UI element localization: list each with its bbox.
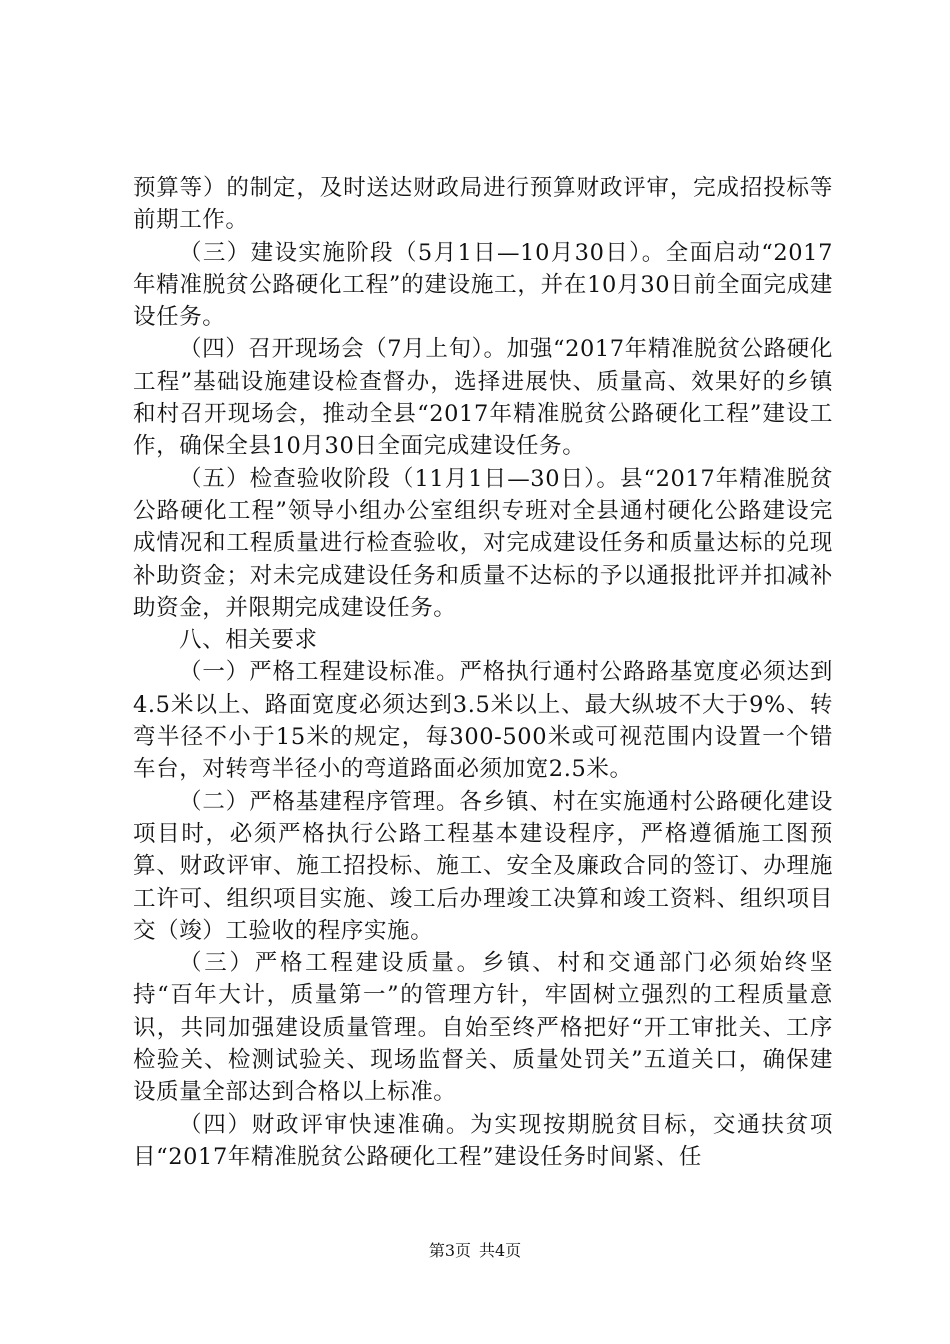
paragraph-requirement-four: （四）财政评审快速准确。为实现按期脱贫目标，交通扶贫项目“2017年精准脱贫公路硬化工程”建设任务时间紧、任 (133, 1111, 833, 1170)
paragraph-requirement-three: （三）严格工程建设质量。乡镇、村和交通部门必须始终坚持“百年大计，质量第一”的管理方针，牢固树立强烈的工程质量意识，共同加强建设质量管理。自始至终严格把好“开工审批关、工序检验关、检测试验关、现场监督关、质量处罚关”五道关口，确保建设质量全部达到合格以上标准。 (133, 950, 833, 1106)
paragraph-continuation: 预算等）的制定，及时送达财政局进行预算财政评审，完成招投标等前期工作。 (133, 175, 833, 234)
paragraph-stage-five: （五）检查验收阶段（11月1日—30日）。县“2017年精准脱贫公路硬化工程”领导小组办公室组织专班对全县通村硬化公路建设完成情况和工程质量进行检查验收，对完成建设任务和质量达标的兑现补助资金；对未完成建设任务和质量不达标的予以通报批评并扣减补助资金，并限期完成建设任务。 (133, 465, 833, 621)
document-body (133, 172, 833, 1173)
page-footer (0, 1240, 950, 1262)
paragraph-requirement-one: （一）严格工程建设标准。严格执行通村公路路基宽度必须达到4.5米以上、路面宽度必须达到3.5米以上、最大纵坡不大于9%、转弯半径不小于15米的规定，每300-500米或可视范围内设置一个错车台，对转弯半径小的弯道路面必须加宽2.5米。 (133, 659, 833, 783)
page-number: 第3页 (428, 1241, 471, 1260)
paragraph-stage-four: （四）召开现场会（7月上旬）。加强“2017年精准脱贫公路硬化工程”基础设施建设检查督办，选择进展快、质量高、效果好的乡镇和村召开现场会，推动全县“2017年精准脱贫公路硬化工程”建设工作，确保全县10月30日全面完成建设任务。 (133, 336, 833, 460)
paragraph-stage-three: （三）建设实施阶段（5月1日—10月30日）。全面启动“2017年精准脱贫公路硬化工程”的建设施工，并在10月30日前全面完成建设任务。 (133, 239, 833, 331)
section-heading-requirements: 八、相关要求 (179, 627, 318, 654)
paragraph-requirement-two: （二）严格基建程序管理。各乡镇、村在实施通村公路硬化建设项目时，必须严格执行公路工程基本建设程序，严格遵循施工图预算、财政评审、施工招投标、施工、安全及廉政合同的签订、办理施工许可、组织项目实施、竣工后办理竣工决算和竣工资料、组织项目交（竣）工验收的程序实施。 (133, 788, 833, 944)
page-total: 共4页 (479, 1241, 522, 1260)
